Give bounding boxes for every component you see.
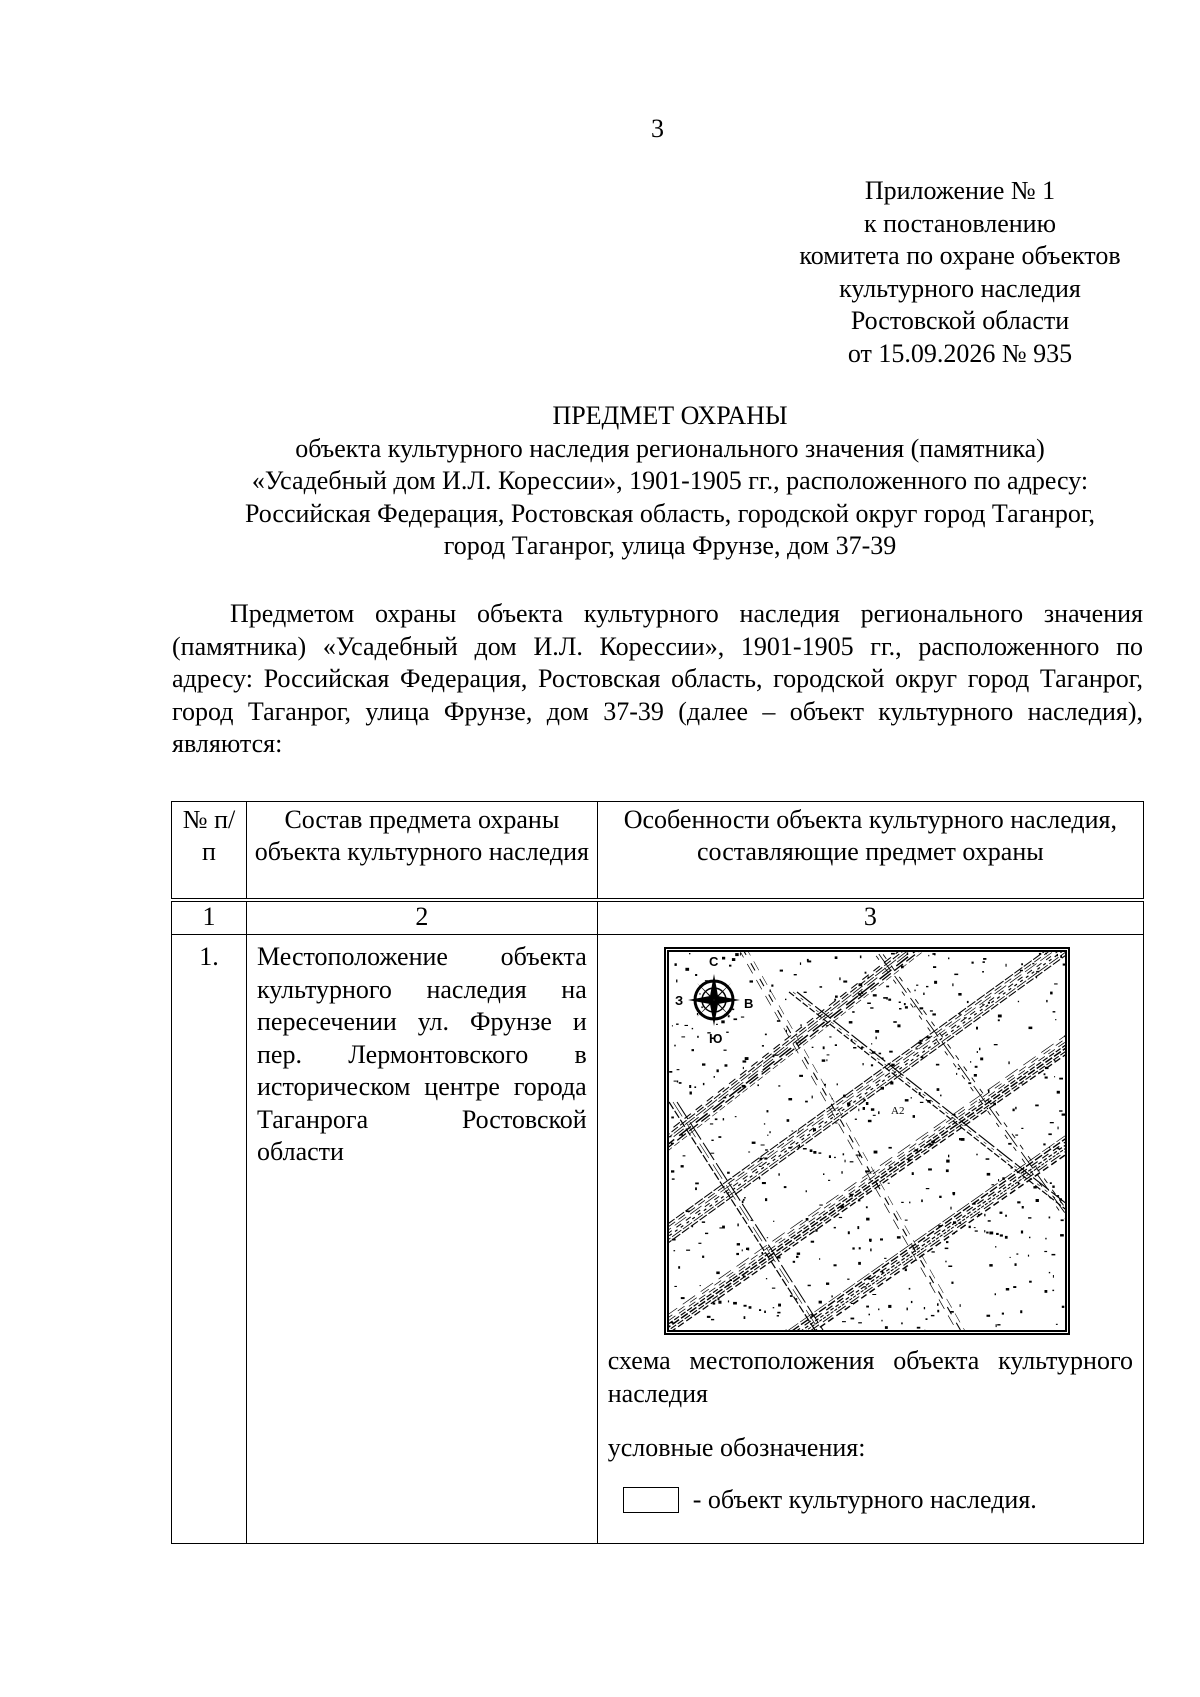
appendix-line: культурного наследия bbox=[839, 273, 1081, 303]
title-line: объекта культурного наследия регионального значения (памятника) bbox=[295, 433, 1045, 463]
location-text: Местоположение объекта культурного наследия на пересечении ул. Фрунзе и пер. Лермонтовского в историческом центре города Таганрога Ростовской области bbox=[257, 942, 587, 1166]
appendix-line: Ростовской области bbox=[850, 306, 1070, 335]
header-cell-composition: Состав предмета охраны объекта культурного наследия bbox=[247, 802, 598, 901]
column-number: 3 bbox=[597, 900, 1143, 935]
cadastral-map-image bbox=[669, 952, 1065, 1330]
map-texture bbox=[669, 952, 1065, 1330]
legend-label: - объект культурного наследия. bbox=[692, 1485, 1037, 1514]
intro-paragraph: Предметом охраны объекта культурного наследия регионального значения (памятника) «Усадебный дом И.Л. Корессии», 1901-1905 гг., расположенного по адресу: Российская Федерация, Ростовская область, городской округ город Таганрог, город Таганрог, улица Фрунзе, дом 37-39 (далее – объект культурного наследия), являются: bbox=[172, 599, 1143, 758]
table-row bbox=[172, 935, 1144, 1544]
header-cell-features: Особенности объекта культурного наследия, составляющие предмет охраны bbox=[597, 802, 1143, 901]
compass-south-label: Ю bbox=[708, 1031, 723, 1046]
compass-north-label: С bbox=[708, 954, 719, 969]
compass-rose-icon bbox=[675, 954, 753, 1046]
appendix-line: комитета по охране объектов bbox=[799, 241, 1121, 270]
row-number-cell bbox=[172, 935, 247, 1544]
appendix-line: Приложение № 1 bbox=[864, 176, 1056, 205]
parcel-label: А2 bbox=[890, 1105, 905, 1117]
compass-west-label: З bbox=[674, 993, 683, 1008]
protection-table bbox=[171, 801, 1144, 1544]
appendix-line: к постановлению bbox=[863, 208, 1057, 238]
title-heading: ПРЕДМЕТ ОХРАНЫ bbox=[552, 401, 788, 430]
row-number: 1. bbox=[199, 942, 219, 971]
title-line: город Таганрог, улица Фрунзе, дом 37-39 bbox=[443, 531, 897, 560]
compass-east-label: В bbox=[743, 996, 754, 1011]
title-line: «Усадебный дом И.Л. Корессии», 1901-1905 гг., расположенного по адресу: bbox=[251, 466, 1089, 495]
location-map bbox=[664, 947, 1070, 1335]
document-title bbox=[170, 400, 1170, 563]
column-number: 2 bbox=[247, 900, 598, 935]
legend-item bbox=[598, 1484, 1143, 1516]
appendix-line: от 15.09.2026 № 935 bbox=[847, 338, 1073, 368]
title-line: Российская Федерация, Ростовская область, городской округ город Таганрог, bbox=[244, 498, 1096, 528]
appendix-block bbox=[740, 175, 1180, 370]
table-header-row bbox=[172, 802, 1144, 901]
column-number: 1 bbox=[172, 900, 247, 935]
legend-swatch bbox=[623, 1487, 679, 1513]
map-parcel-lines bbox=[669, 952, 1065, 1330]
legend-title: условные обозначения: bbox=[607, 1433, 866, 1462]
column-number-row bbox=[172, 900, 1144, 935]
page-number: 3 bbox=[651, 114, 664, 143]
features-cell bbox=[597, 935, 1143, 1544]
header-cell-number: № п/п bbox=[172, 802, 247, 901]
map-caption: схема местоположения объекта культурного наследия bbox=[607, 1346, 1133, 1408]
composition-cell bbox=[247, 935, 598, 1544]
